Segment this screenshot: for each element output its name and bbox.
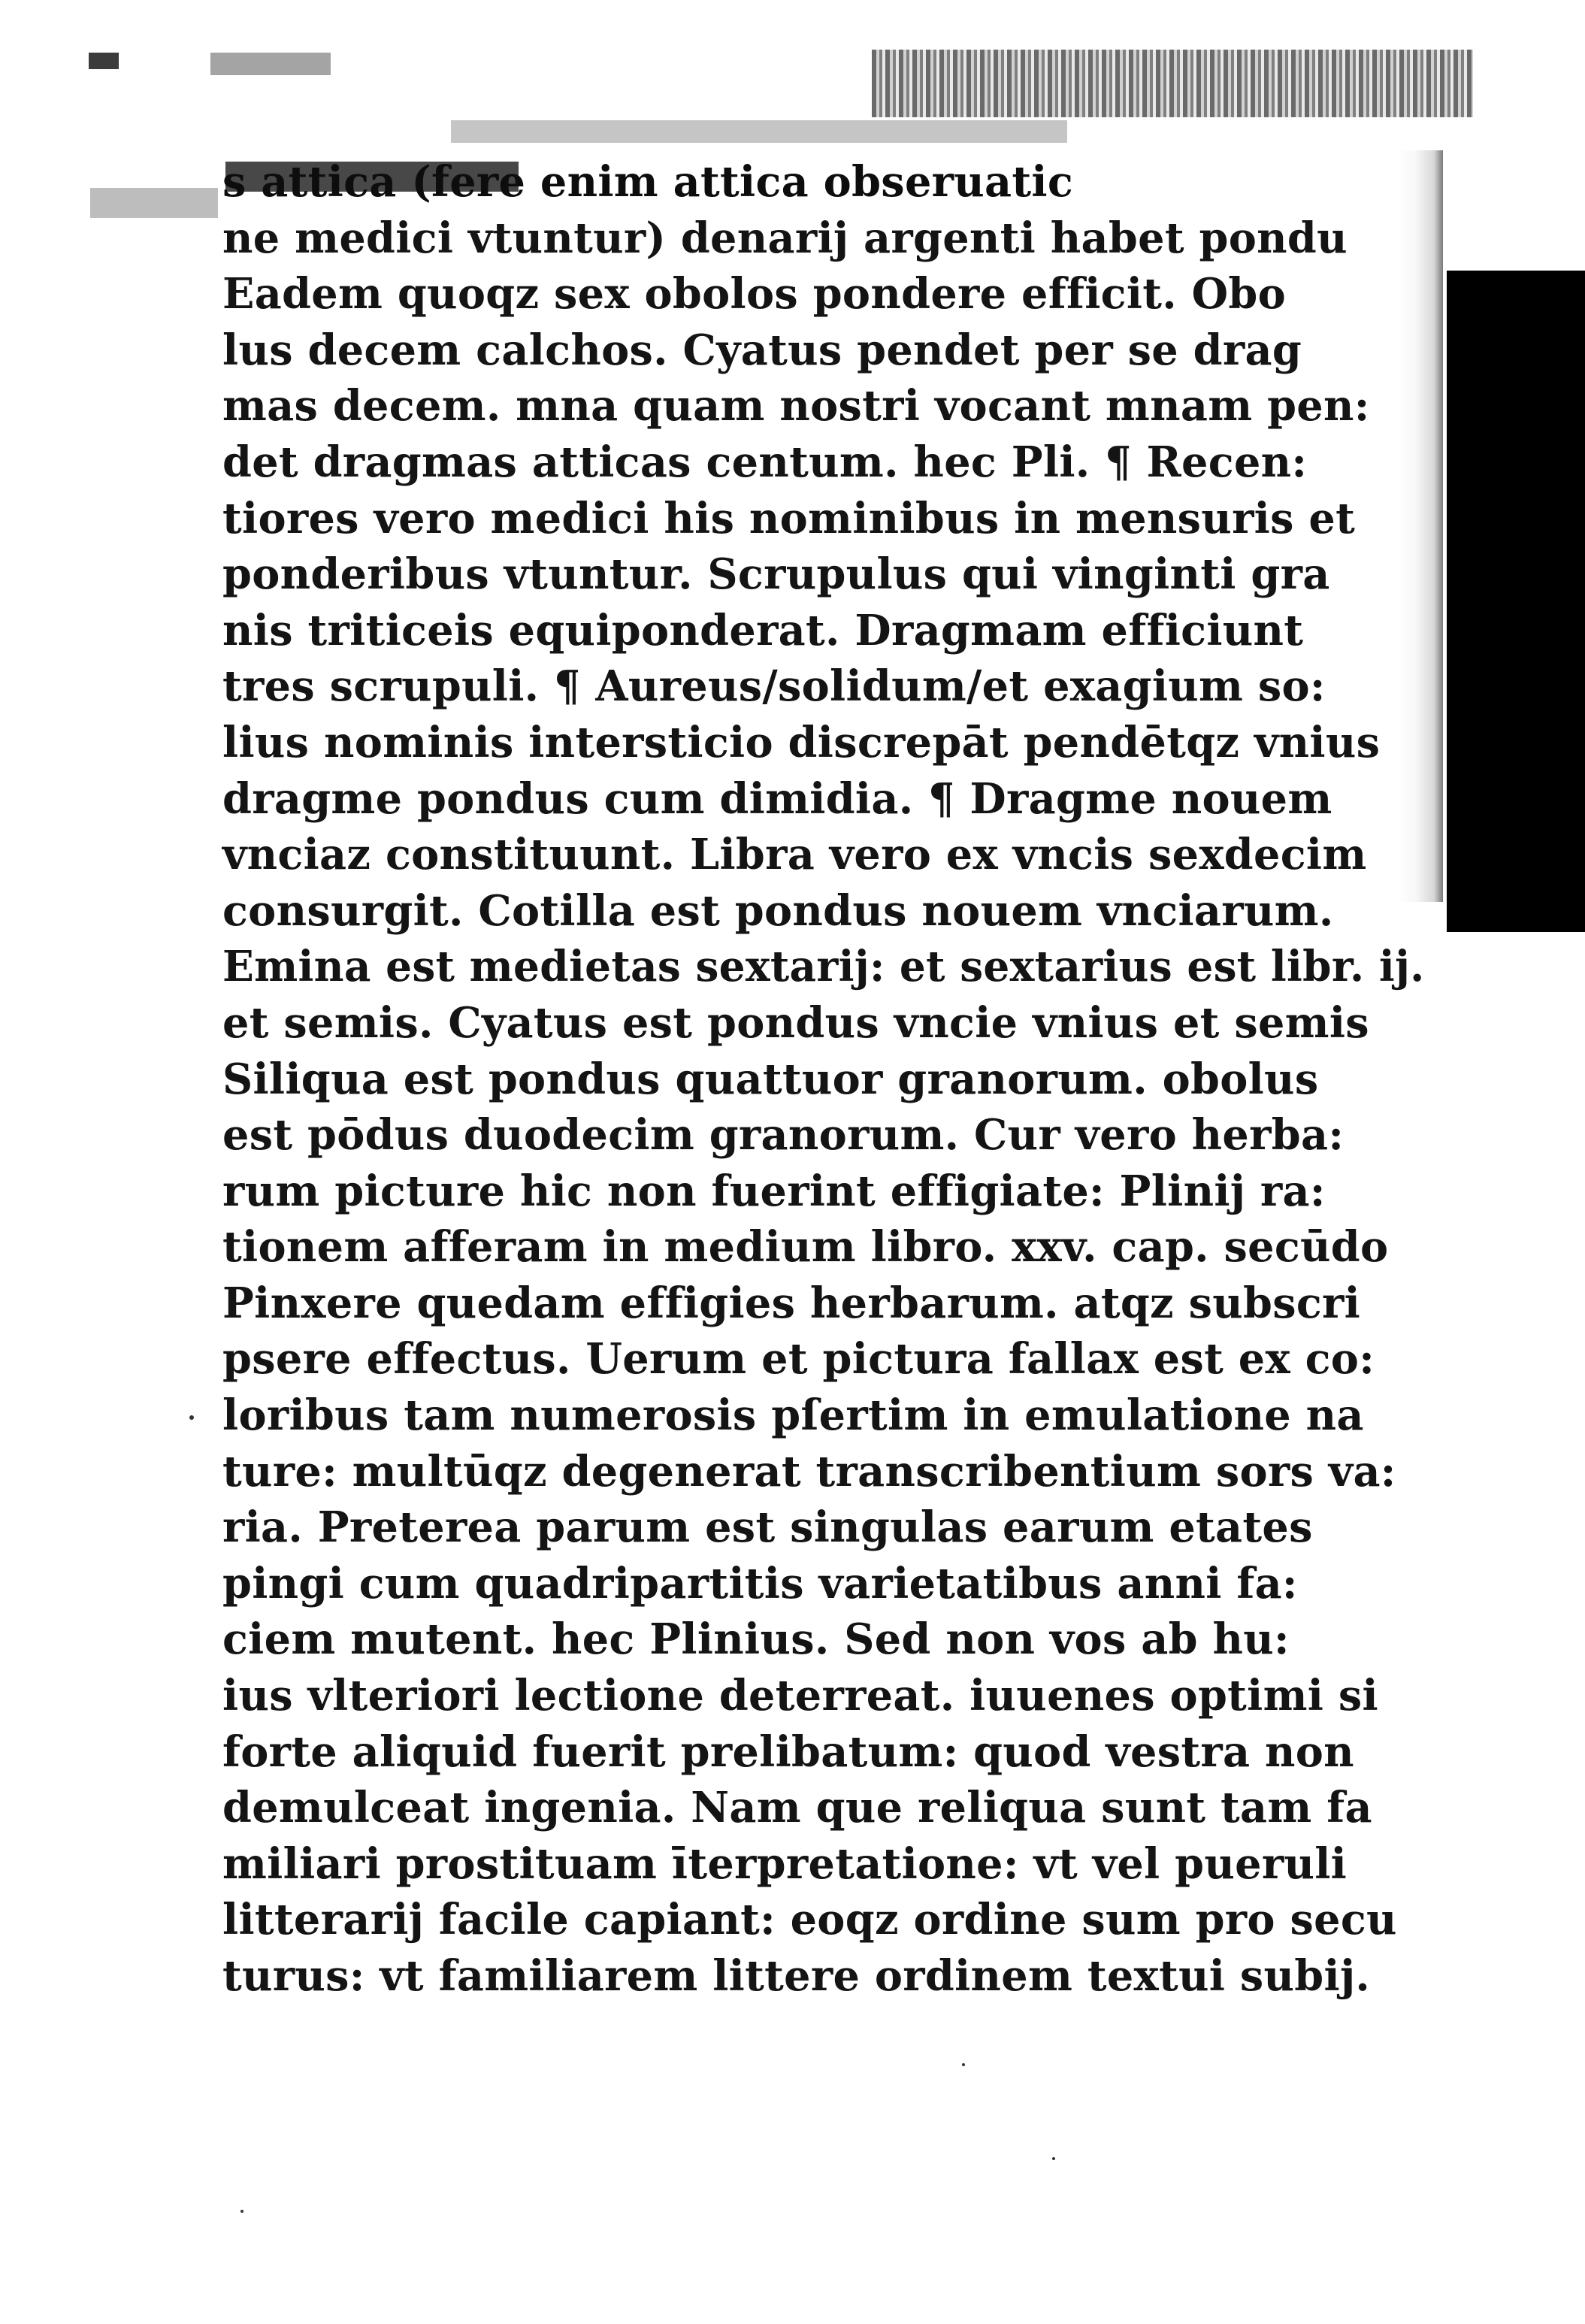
text-line: nis triticeis equiponderat. Dragmam efficiunt: [222, 605, 1304, 655]
text-line: miliari prostituam īterpretatione: vt vel pueruli: [222, 1838, 1348, 1889]
text-line: ponderibus vtuntur. Scrupulus qui vinginti gra: [222, 549, 1330, 600]
text-line: det dragmas atticas centum. hec Pli. ¶ Recen:: [222, 437, 1308, 487]
text-line: Siliqua est pondus quattuor granorum. obolus: [222, 1054, 1319, 1104]
text-line: Pinxere quedam effigies herbarum. atqz subscri: [222, 1278, 1361, 1328]
text-line: tres scrupuli. ¶ Aureus/solidum/et exagium so:: [222, 661, 1326, 712]
text-line: et semis. Cyatus est pondus vncie vnius et semis: [222, 997, 1369, 1048]
text-line: est pōdus duodecim granorum. Cur vero herba:: [222, 1110, 1345, 1160]
scan-speck: [1052, 2157, 1055, 2160]
text-line: loribus tam numerosis pſertim in emulatione na: [222, 1390, 1364, 1441]
text-line: Emina est medietas sextarij: et sextarius est libr. ij.: [222, 942, 1425, 992]
scan-artifact-top-right-band: [872, 50, 1473, 117]
text-line: ne medici vtuntur) denarij argenti habet pondu: [222, 213, 1348, 263]
text-line: dragme pondus cum dimidia. ¶ Dragme nouem: [222, 773, 1332, 824]
text-line: turus: vt familiarem littere ordinem textui subij.: [222, 1951, 1371, 2001]
scan-artifact-top-left-mark: [89, 53, 119, 69]
scan-speck: [189, 1415, 194, 1420]
text-line: lus decem calchos. Cyatus pendet per se drag: [222, 325, 1302, 375]
text-line: tionem afferam in medium libro. xxv. cap. secūdo: [222, 1222, 1389, 1272]
text-line: mas decem. mna quam nostri vocant mnam pen:: [222, 381, 1370, 431]
scan-speck: [240, 2210, 243, 2213]
text-line: psere effectus. Uerum et pictura fallax est ex co:: [222, 1334, 1375, 1384]
text-line: forte aliquid fuerit prelibatum: quod vestra non: [222, 1726, 1354, 1777]
text-line: demulceat ingenia. Nam que reliqua sunt tam fa: [222, 1783, 1372, 1833]
text-line: rum picture hic non fuerint effigiate: Plinij ra:: [222, 1166, 1326, 1216]
scan-artifact-right-black-edge: [1447, 271, 1585, 932]
text-line: s attica (fere enim attica obseruatic: [222, 157, 1074, 207]
scan-artifact-top-band-shadow: [451, 120, 1067, 143]
incunable-text-block: [222, 154, 1432, 2005]
text-line: litterarij facile capiant: eoqz ordine sum pro secu: [222, 1895, 1397, 1945]
text-line: ture: multūqz degenerat transcribentium sors va:: [222, 1446, 1396, 1496]
scan-speck: [962, 2063, 965, 2066]
text-line: Eadem quoqz sex obolos pondere efficit. Obo: [222, 269, 1287, 319]
scan-artifact-left-fade: [90, 188, 218, 218]
scan-artifact-top-left-smear: [210, 53, 331, 75]
text-line: lius nominis intersticio discrepāt pendētqz vnius: [222, 717, 1381, 767]
text-line: ciem mutent. hec Plinius. Sed non vos ab hu:: [222, 1614, 1290, 1665]
text-line: pingi cum quadripartitis varietatibus anni fa:: [222, 1558, 1298, 1608]
text-line: tiores vero medici his nominibus in mensuris et: [222, 493, 1356, 543]
text-line: ria. Preterea parum est singulas earum etates: [222, 1502, 1313, 1553]
text-line: ius vlteriori lectione deterreat. iuuenes optimi si: [222, 1671, 1378, 1721]
text-line: consurgit. Cotilla est pondus nouem vnciarum.: [222, 885, 1334, 936]
text-line: vnciaz constituunt. Libra vero ex vncis sexdecim: [222, 830, 1367, 880]
